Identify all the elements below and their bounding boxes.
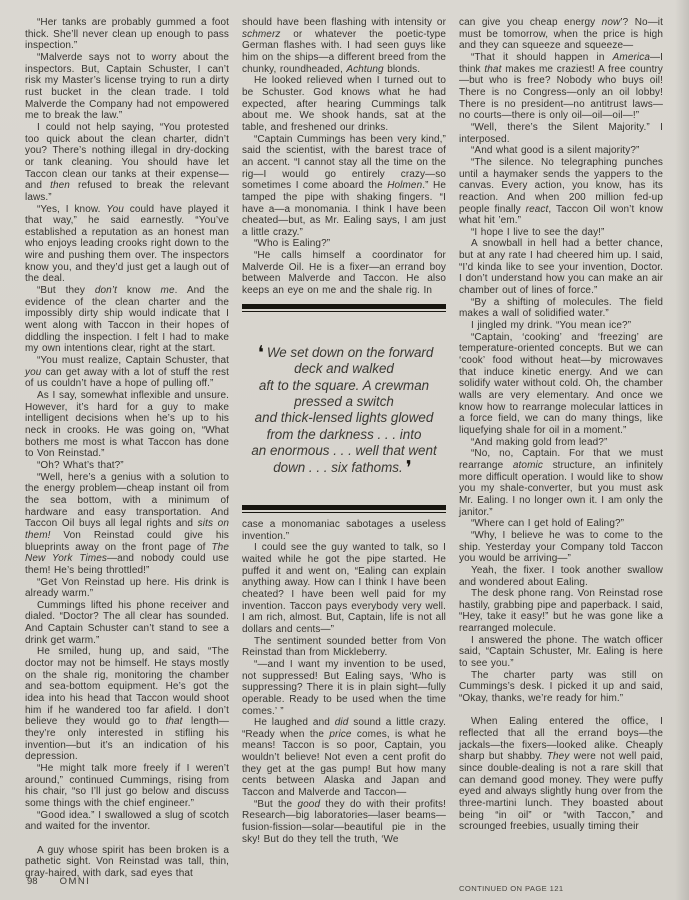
paragraph: The charter party was still on Cummings’s desk. I picked it up and said, “Okay, thanks, we’re ready for him.” xyxy=(459,669,663,705)
paragraph: “You must realize, Captain Schuster, that you can get away with a lot of stuff the rest of us couldn’t have a hope of pulling off.” xyxy=(25,355,229,390)
paragraph: The desk phone rang. Von Reinstad rose hastily, grabbing pipe and paperback. I said, “Hey, take it easy!” but he was gone like a rearranged molecule. xyxy=(459,588,663,635)
paragraph: I answered the phone. The watch officer said, “Captain Schuster, Mr. Ealing is here to see you.” xyxy=(459,634,663,670)
paragraph: “But the good they do with their profits! Research—big laboratories—laser beams—fusion-fission—solar—beautiful pie in the sky! But do they tell the truth, ‘We xyxy=(242,798,446,845)
paragraph: “Malverde says not to worry about the inspectors. But, Captain Schuster, I can’t risk my Master’s license trying to run a dirty rust bucket in the clean trade. I told Malverde the Company had not empowered me to break the law.” xyxy=(25,51,229,122)
paragraph: “—and I want my invention to be used, not suppressed! But Ealing says, ‘Who is suppressing? There it is in plain sight—fully operable. Ready to be used when the time comes.’ ” xyxy=(242,658,446,717)
paragraph: As I say, somewhat inflexible and unsure. However, it’s hard for a guy to make intelligent decisions when he’s up to his neck in crooks. He was going on, “What bothers me most is what Taccon has done to Von Reinstad.” xyxy=(25,390,229,460)
page-edge-shadow xyxy=(675,0,689,900)
paragraph: “Why, I believe he was to come to the ship. Yesterday your Company told Taccon you would be arriving—” xyxy=(459,529,663,565)
paragraph: A snowball in hell had a better chance, but at any rate I had cheered him up. I said, “I’d kinda like to see your invention, Doctor. I don’t understand how you can make an air chamber out of lines of force.” xyxy=(459,238,663,297)
paragraph: I could not help saying, “You protested too quick about the clean charter, didn’t you? There’s nothing illegal in dry-docking or tank cleaning. You should have let Taccon clean our tanks at their expense—and then refused to break the relevant laws.” xyxy=(25,121,229,203)
magazine-name: OMNI xyxy=(59,876,91,887)
column-right xyxy=(459,17,663,880)
paragraph: “No, no, Captain. For that we must rearrange atomic structure, an infinitely more difficult operation. I would like to show you my shale-converter, but you must ask Mr. Ealing. I no longer own it. I am only the janitor.” xyxy=(459,448,663,518)
paragraph: “Captain, ‘cooking’ and ‘freezing’ are temperature-oriented concepts. But we can ‘cook’ food without heat—by microwaves that induce kinetic energy. And we can solidify water without cold. Oh, the chamber walls are very elementary. And once we know how to rearrange molecular lattices in a force field, we can do many things, like liquefying shale for oil in a moment.” xyxy=(459,331,663,436)
paragraph: “I hope I live to see the day!” xyxy=(471,226,605,238)
paragraph: “Her tanks are probably gummed a foot thick. She’ll never clean up enough to pass inspection.” xyxy=(25,17,229,52)
paragraph: “Captain Cummings has been very kind,” said the scientist, with the barest trace of an accent. “I cannot stay all the time on the rig—I would go entirely crazy—so sometimes I come aboard the Holmen.” He tamped the pipe with shaking fingers. “I have a—a monomania. I think I have been cheated—but, as Mr. Ealing says, I am just a little crazy.” xyxy=(242,133,446,238)
paragraph: He laughed and did sound a little crazy. “Ready when the price comes, is what he means! Taccon is so poor, Captain, you wouldn’t believe! Not even a cent profit do they get at the gas pump! But how many cents between Alaska and Japan and Taccon and Malverde and Taccon— xyxy=(242,717,446,799)
paragraph: Yeah, the fixer. I took another swallow and wondered about Ealing. xyxy=(459,564,663,588)
paragraph: “But they don’t know me. And the evidence of the clean charter and the impossibly dirty ship would indicate that I went along with Taccon in their hopes of diddling the inspection. I felt I had to make my own intentions clear, right at the start. xyxy=(25,285,229,355)
paragraph: Cummings lifted his phone receiver and dialed. “Doctor? The all clear has sounded. And Captain Schuster can’t stand to see a drink get warm.” xyxy=(25,599,229,646)
paragraph: “And what good is a silent majority?” xyxy=(471,145,640,157)
paragraph: “Where can I get hold of Ealing?” xyxy=(471,518,625,530)
paragraph: “Well, there’s the Silent Majority.” I interposed. xyxy=(459,121,663,145)
continued-note: CONTINUED ON PAGE 121 xyxy=(459,884,564,893)
paragraph: “He calls himself a coordinator for Malverde Oil. He is a fixer—an errand boy between Malverde and Taccon. He also keeps an eye on me and the shale rig. In xyxy=(242,250,446,297)
paragraph: A guy whose spirit has been broken is a pathetic sight. Von Reinstad was tall, thin, gray-haired, with dark, sad eyes that xyxy=(25,844,229,879)
paragraph: “Yes, I know. You could have played it that way,” he said earnestly. “You’ve established a reputation as an honest man who enjoys leading crooks right down to the wire and pushing them over. The inspectors know you, and they’d just get a laugh out of the deal. xyxy=(25,203,230,285)
paragraph: “By a shifting of molecules. The field makes a wall of solidified water.” xyxy=(459,296,663,320)
close-quote-icon: ❜ xyxy=(405,456,412,479)
paragraph: “He might talk more freely if I weren’t around,” continued Cummings, rising from his chair, “so I’ll just go below and discuss some things with the chief engineer.” xyxy=(25,763,229,809)
pull-quote-line: an enormous . . . well that went xyxy=(251,443,437,459)
column-left xyxy=(25,17,229,880)
page-number: 98 xyxy=(27,876,38,887)
pull-quote-line xyxy=(242,341,446,364)
pull-quote-line-text: down . . . six fathoms. xyxy=(273,459,403,475)
paragraph: When Ealing entered the office, I reflected that all the errand boys—the jackals—the fixers—looked alike. Cheaply sharp but shabby. They were not well paid, since double-dealing is not a rare skill that can demand good money. They were puffy eyed and always slightly hung over from the three-martini lunch. They boasted about being “in oil” or “with Taccon,” and scrounged freebies, usually timing their xyxy=(459,716,663,833)
paragraph: He smiled, hung up, and said, “The doctor may not be himself. He stays mostly on the shale rig, monitoring the chamber and sea-bottom equipment. He’s got the idea into his head that Taccon would shoot him if he wandered too far afield. I don’t believe they would go to that length—they’re only interested in stifling his invention—but it’s an indication of his depression. xyxy=(25,646,229,763)
pull-quote xyxy=(242,304,446,513)
paragraph: I jingled my drink. “You mean ice?” xyxy=(471,320,632,332)
pull-quote-line: and thick-lensed lights glowed xyxy=(254,410,434,426)
paragraph: He looked relieved when I turned out to be Schuster. God knows what he had expected, after hearing Cummings talk about me. We shook hands, sat at the table, and freshened our drinks. xyxy=(242,75,446,133)
pull-quote-rule-top xyxy=(242,304,446,312)
pull-quote-line-text: We set down on the forward xyxy=(266,344,434,360)
paragraph: should have been flashing with intensity or schmerz or whatever the poetic-type German flashes with. I had seen guys like him on the ships—a different breed from the chunky, roundheaded, Achtung blonds. xyxy=(242,17,446,75)
paragraph: “Good idea.” I swallowed a slug of scotch and waited for the inventor. xyxy=(25,809,229,833)
pull-quote-line xyxy=(242,456,446,479)
paragraph: “Who is Ealing?” xyxy=(254,238,331,250)
paragraph: “The silence. No telegraphing punches until a haymaker sends the yappers to the canvas. Every action, you know, has its reaction. And when 200 million fed-up people finally react, Taccon Oil won’t know what hit ’em.” xyxy=(459,156,663,227)
pull-quote-line: aft to the square. A crewman xyxy=(258,377,430,393)
paragraph: I could see the guy wanted to talk, so I waited while he got the pipe started. He puffed it and went on, “Ealing can explain anything away. How can I think I have been cheated? I have been well paid for my invention. Taccon pays everybody very well. I am rich, almost. But, Captain, life is not all dollars and cents—” xyxy=(242,542,446,635)
page-footer xyxy=(27,876,90,887)
open-quote-icon: ❛ xyxy=(257,341,264,364)
paragraph: “That it should happen in America—I think that makes me craziest! A free country—but who is free? Nobody who buys oil! There is no Congress—only an oil lobby! There is no president—no antitrust laws—no courts—there is only oil—oil—oil—!” xyxy=(459,51,663,122)
paragraph: “Well, here’s a genius with a solution to the energy problem—cheap instant oil from the sea bottom, with a minimum of hardware and easy transportation. And Taccon Oil buys all legal rights and sits on them! Von Reinstad could give his blueprints away on the front page of The New York Times—and nobody could use them! He’s being throttled!” xyxy=(25,471,230,576)
paragraph: “And making gold from lead?” xyxy=(471,436,608,448)
paragraph: can give you cheap energy now’? No—it must be tomorrow, when the price is high and they can squeeze and squeeze— xyxy=(459,17,664,52)
paragraph: “Oh? What’s that?” xyxy=(37,459,124,471)
paragraph: The sentiment sounded better from Von Reinstad than from Mickleberry. xyxy=(242,635,446,659)
pull-quote-line: from the darkness . . . into xyxy=(266,426,422,442)
pull-quote-line: pressed a switch xyxy=(294,393,394,409)
pull-quote-text xyxy=(242,312,446,505)
paragraph: “Get Von Reinstad up here. His drink is already warm.” xyxy=(25,576,229,600)
column-middle xyxy=(242,17,446,880)
paragraph: case a monomaniac sabotages a useless invention.” xyxy=(242,519,446,542)
text-columns xyxy=(25,17,666,880)
pull-quote-line: deck and walked xyxy=(294,361,394,377)
pull-quote-rule-bottom xyxy=(242,505,446,513)
